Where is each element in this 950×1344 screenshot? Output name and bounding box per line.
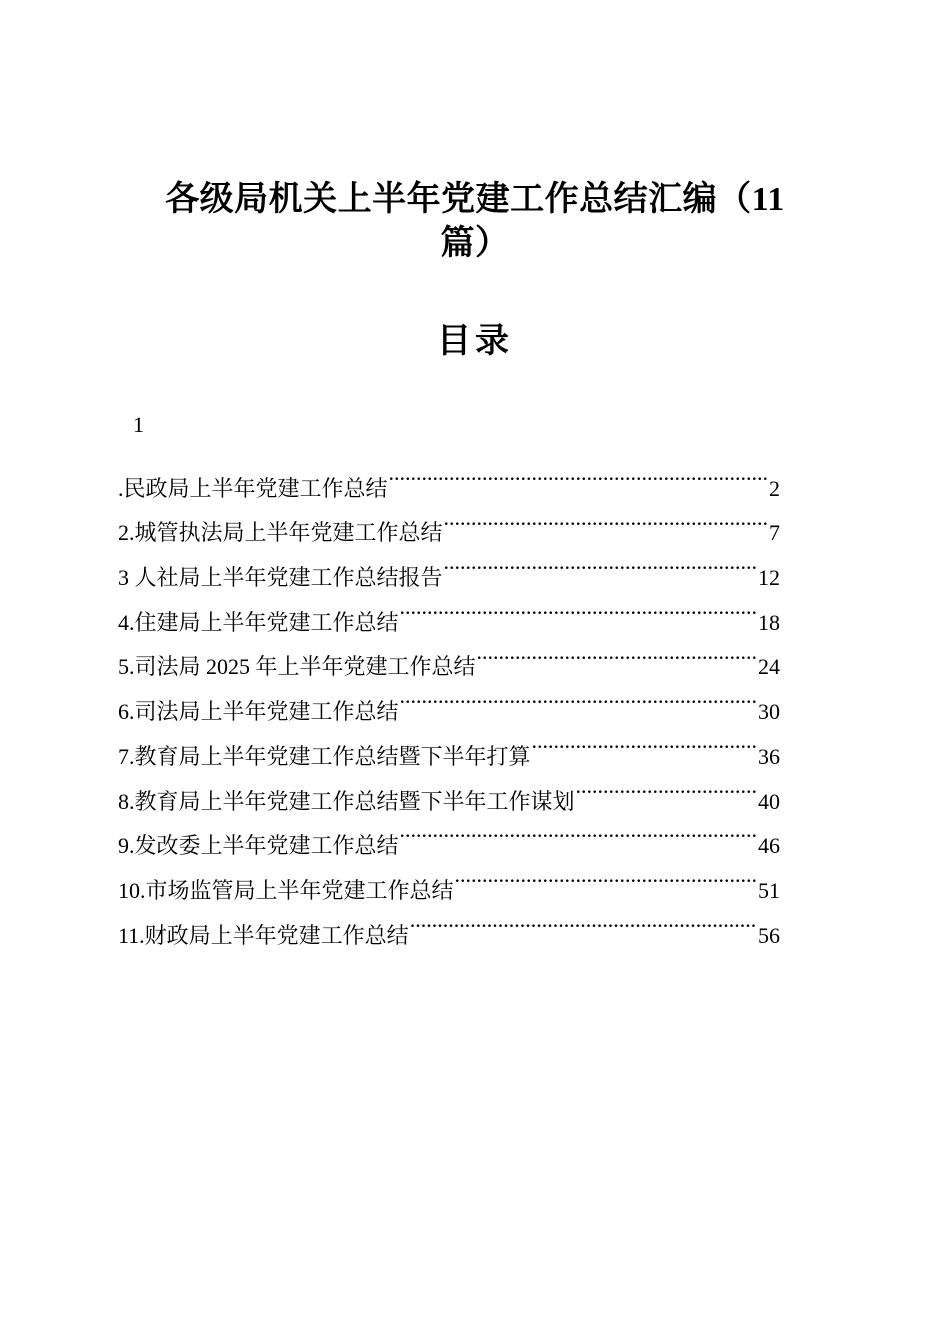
toc-leader-dots	[400, 585, 757, 630]
toc-entry-label: 6.司法局上半年党建工作总结	[118, 699, 399, 725]
toc-leader-dots	[477, 630, 757, 675]
toc-leader-dots	[444, 540, 757, 585]
toc-entry-page: 30	[758, 699, 780, 725]
toc-leader-dots	[455, 853, 757, 898]
toc-entry-page: 2	[769, 475, 780, 501]
toc-entry-label: 10.市场监管局上半年党建工作总结	[118, 877, 454, 903]
toc-entry-page: 24	[758, 654, 780, 680]
toc-entry-page: 40	[758, 788, 780, 814]
toc-leader-dots	[444, 496, 768, 541]
toc-entry-label: 8.教育局上半年党建工作总结暨下半年工作谋划	[118, 788, 575, 814]
toc-heading: 目录	[437, 323, 513, 360]
toc-first-number: 1	[133, 412, 144, 437]
toc-leader-dots	[410, 898, 757, 943]
toc-entry-page: 46	[758, 833, 780, 859]
toc-entry-label: 3 人社局上半年党建工作总结报告	[118, 565, 443, 591]
toc-entry-label: 7.教育局上半年党建工作总结暨下半年打算	[118, 743, 531, 769]
toc-entry-page: 36	[758, 743, 780, 769]
toc-leader-dots	[389, 451, 768, 496]
toc-entry-label: .民政局上半年党建工作总结	[118, 475, 388, 501]
toc-entry[interactable]	[118, 451, 780, 501]
toc-entry-label: 4.住建局上半年党建工作总结	[118, 609, 399, 635]
toc-entry-label: 11.财政局上半年党建工作总结	[118, 922, 409, 948]
toc-leader-dots	[532, 719, 757, 764]
toc-entry-page: 18	[758, 609, 780, 635]
toc-leader-dots	[400, 674, 757, 719]
toc-entry-label: 9.发改委上半年党建工作总结	[118, 833, 399, 859]
table-of-contents	[118, 451, 780, 948]
toc-entry-label: 2.城管执法局上半年党建工作总结	[118, 520, 443, 546]
toc-entry-page: 51	[758, 877, 780, 903]
toc-entry-page: 12	[758, 565, 780, 591]
toc-entry-page: 7	[769, 520, 780, 546]
document-title: 各级局机关上半年党建工作总结汇编（11篇）	[165, 181, 785, 262]
toc-leader-dots	[400, 809, 757, 854]
toc-leader-dots	[576, 764, 757, 809]
toc-entry-label: 5.司法局 2025 年上半年党建工作总结	[118, 654, 476, 680]
toc-entry-page: 56	[758, 922, 780, 948]
